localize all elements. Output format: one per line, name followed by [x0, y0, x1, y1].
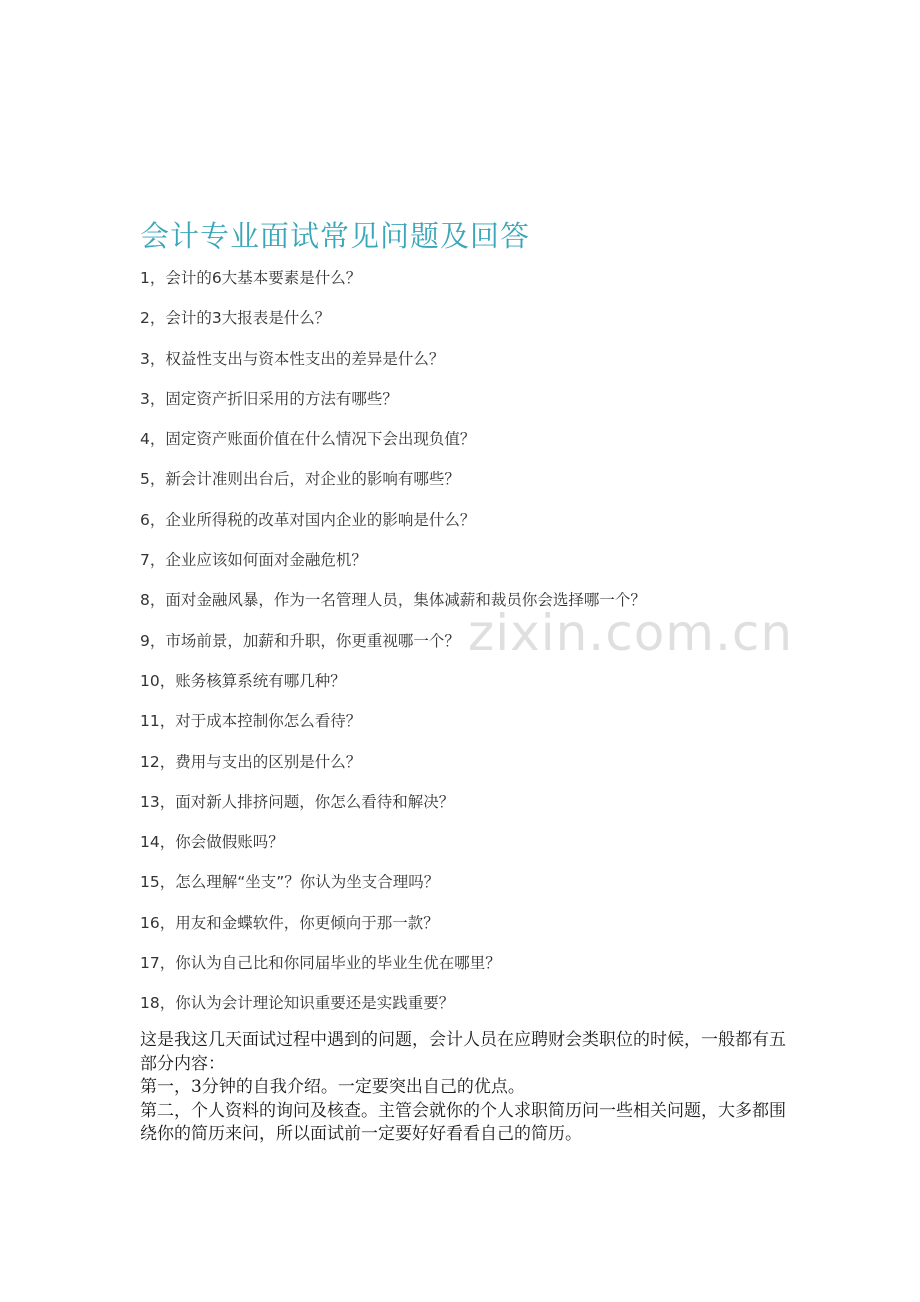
question-item: 15，怎么理解“坐支”？你认为坐支合理吗？	[140, 873, 440, 892]
question-item: 5，新会计准则出台后，对企业的影响有哪些？	[140, 470, 460, 489]
question-list	[140, 262, 800, 1028]
question-item: 8，面对金融风暴，作为一名管理人员，集体减薪和裁员你会选择哪一个？	[140, 591, 646, 610]
body-text	[140, 1029, 790, 1147]
intro-paragraph: 这是我这几天面试过程中遇到的问题，会计人员在应聘财会类职位的时候，一般都有五部分内容：	[140, 1030, 786, 1074]
section-one-paragraph: 第一，3分钟的自我介绍。一定要突出自己的优点。	[140, 1077, 525, 1097]
question-item: 3，固定资产折旧采用的方法有哪些？	[140, 389, 398, 408]
question-item: 3，权益性支出与资本性支出的差异是什么？	[140, 349, 445, 368]
question-item: 17，你认为自己比和你同届毕业的毕业生优在哪里？	[140, 954, 501, 973]
question-item: 16，用友和金蝶软件，你更倾向于那一款？	[140, 913, 439, 932]
watermark: zixin.com.cn	[468, 604, 794, 662]
question-item: 1，会计的6大基本要素是什么？	[140, 269, 362, 287]
document-title: 会计专业面试常见问题及回答	[140, 219, 531, 253]
question-item: 2，会计的3大报表是什么？	[140, 309, 331, 328]
question-item: 10，账务核算系统有哪几种？	[140, 671, 346, 690]
question-item: 11，对于成本控制你怎么看待？	[140, 712, 362, 731]
section-two-paragraph: 第二，个人资料的询问及核查。主管会就你的个人求职简历问一些相关问题，大多都围绕你的简历来问，所以面试前一定要好好看看自己的简历。	[140, 1100, 786, 1144]
question-item: 7，企业应该如何面对金融危机？	[140, 551, 367, 570]
question-item: 6，企业所得税的改革对国内企业的影响是什么？	[140, 510, 476, 529]
question-item: 9，市场前景，加薪和升职，你更重视哪一个？	[140, 631, 460, 650]
question-item: 14，你会做假账吗？	[140, 833, 284, 852]
question-item: 13，面对新人排挤问题，你怎么看待和解决？	[140, 792, 455, 811]
question-item: 12，费用与支出的区别是什么？	[140, 752, 362, 771]
question-item: 4，固定资产账面价值在什么情况下会出现负值？	[140, 430, 476, 449]
question-item: 18，你认为会计理论知识重要还是实践重要？	[140, 994, 455, 1013]
